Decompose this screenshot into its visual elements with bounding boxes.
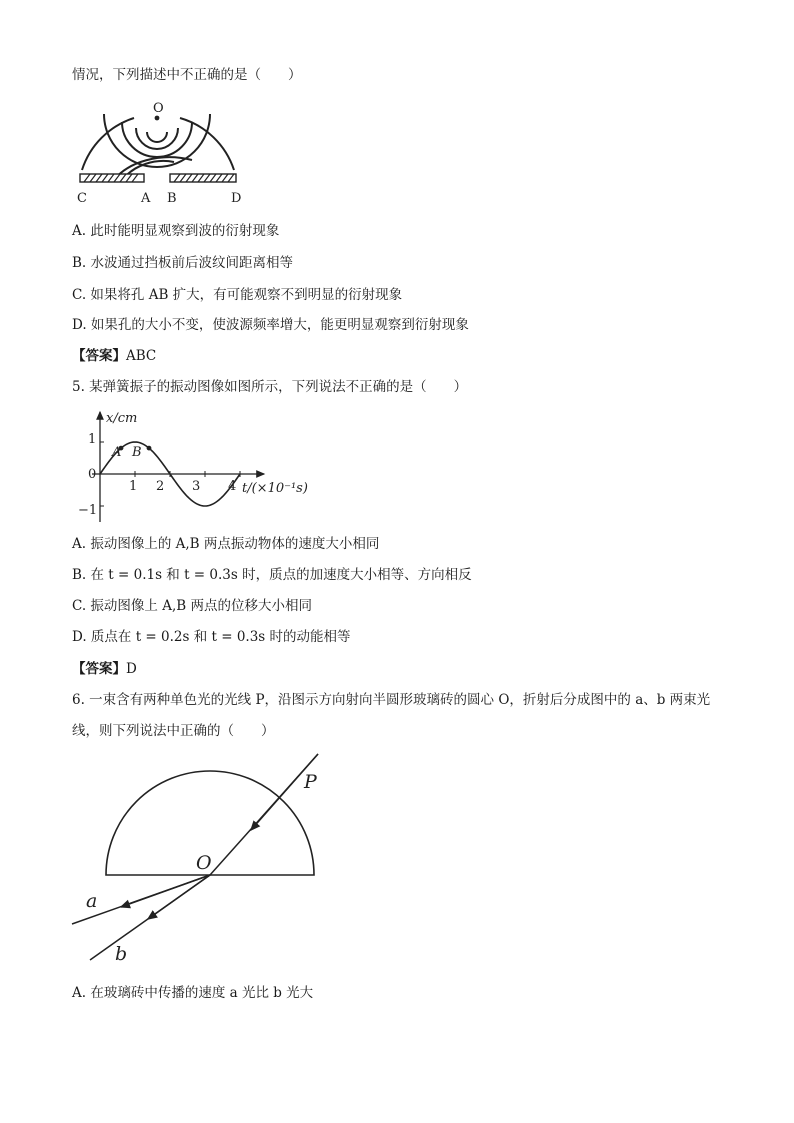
q4-label-A: A	[141, 191, 151, 206]
q4-stem: 情况，下列描述中不正确的是（ ）	[72, 67, 302, 83]
q5-y-tick-0: 0	[88, 467, 97, 482]
q4-option-a: A. 此时能明显观察到波的衍射现象	[72, 223, 280, 239]
q4-option-c: C. 如果将孔 AB 扩大，有可能观察不到明显的衍射现象	[72, 287, 403, 303]
q4-answer-value: ABC	[126, 348, 157, 364]
q6-stem-line1: 6. 一束含有两种单色光的光线 P，沿图示方向射向半圆形玻璃砖的圆心 O，折射后分成图中的 a、b 两束光	[72, 692, 711, 708]
q5-vibration-graph	[74, 406, 314, 524]
q4-option-b: B. 水波通过挡板前后波纹间距离相等	[72, 255, 294, 271]
q5-option-d: D. 质点在 t = 0.2s 和 t = 0.3s 时的动能相等	[72, 629, 351, 645]
q5-point-B-label: B	[132, 445, 142, 460]
q6-label-a: a	[86, 890, 98, 912]
q4-label-C: C	[77, 191, 87, 206]
q5-x-tick-2: 2	[156, 479, 165, 494]
q4-label-O: O	[153, 101, 164, 116]
q5-stem: 5. 某弹簧振子的振动图像如图所示，下列说法不正确的是（ ）	[72, 379, 468, 395]
q4-answer-tag: 【答案】	[72, 348, 126, 364]
q5-x-tick-4: 4	[228, 479, 237, 494]
q4-label-D: D	[231, 191, 242, 206]
q5-point-B	[147, 446, 152, 451]
q6-label-O: O	[196, 852, 212, 874]
q4-option-d: D. 如果孔的大小不变，使波源频率增大，能更明显观察到衍射现象	[72, 317, 469, 333]
q5-x-tick-3: 3	[192, 479, 201, 494]
q5-point-A-label: A	[112, 445, 122, 460]
q6-label-P: P	[304, 771, 317, 793]
q6-label-b: b	[115, 943, 128, 965]
q5-x-label: t/(×10⁻¹s)	[242, 481, 308, 496]
q4-label-B: B	[167, 191, 177, 206]
q5-option-a: A. 振动图像上的 A,B 两点振动物体的速度大小相同	[72, 536, 380, 552]
q6-option-a: A. 在玻璃砖中传播的速度 a 光比 b 光大	[72, 985, 314, 1001]
q5-option-c: C. 振动图像上 A,B 两点的位移大小相同	[72, 598, 312, 614]
q5-y-tick-1: 1	[88, 432, 97, 447]
q5-y-tick-neg1: −1	[78, 503, 98, 518]
q5-answer	[72, 660, 137, 678]
q6-refraction-figure	[66, 748, 336, 970]
q6-stem-line2: 线，则下列说法中正确的（ ）	[72, 723, 275, 739]
q4-answer	[72, 347, 156, 365]
q5-answer-tag: 【答案】	[72, 661, 126, 677]
q5-option-b: B. 在 t = 0.1s 和 t = 0.3s 时，质点的加速度大小相等、方向相反	[72, 567, 472, 583]
q5-x-tick-1: 1	[129, 479, 138, 494]
q5-y-label: x/cm	[106, 411, 138, 426]
q4-diffraction-figure	[74, 100, 244, 208]
q5-answer-value: D	[126, 661, 137, 677]
